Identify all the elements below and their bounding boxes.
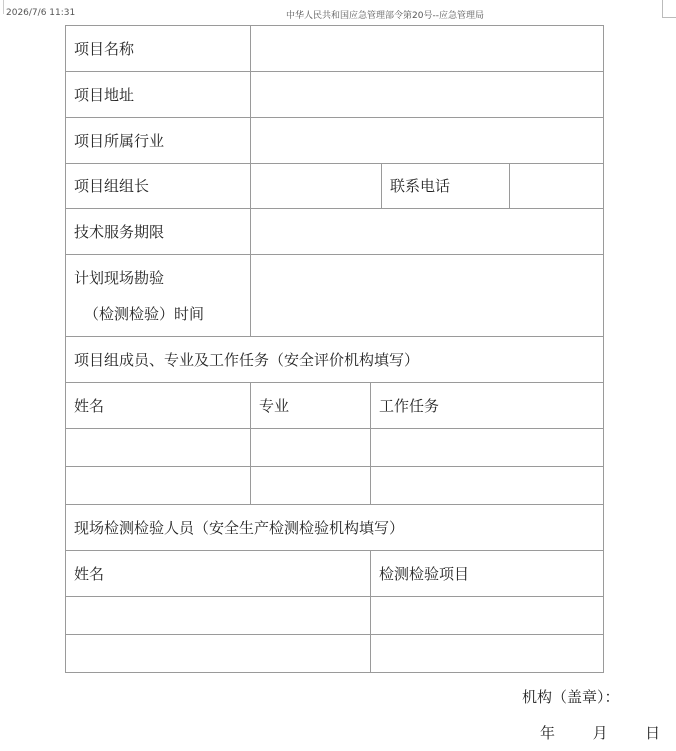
- sign-date: [540, 722, 660, 743]
- value-project-name[interactable]: [251, 26, 603, 72]
- inspectors-header-item: 检测检验项目: [371, 551, 603, 597]
- members-header-specialty: 专业: [251, 383, 371, 429]
- members-row2-task[interactable]: [371, 467, 603, 505]
- label-service-period: 技术服务期限: [66, 209, 251, 255]
- date-day-label: 日: [645, 724, 661, 742]
- page-edge-mark: [0, 0, 4, 14]
- label-team-leader: 项目组组长: [66, 164, 251, 209]
- label-inspection-time-line1: 计划现场勘验: [74, 268, 165, 287]
- label-project-industry: 项目所属行业: [66, 118, 251, 164]
- label-inspection-time: [66, 255, 251, 337]
- label-project-address: 项目地址: [66, 72, 251, 118]
- inspectors-row1-item[interactable]: [371, 597, 603, 635]
- members-section-title: 项目组成员、专业及工作任务（安全评价机构填写）: [66, 337, 603, 383]
- members-row1-task[interactable]: [371, 429, 603, 467]
- inspectors-row2-name[interactable]: [66, 635, 371, 672]
- inspectors-header-name: 姓名: [66, 551, 371, 597]
- members-header-name: 姓名: [66, 383, 251, 429]
- value-team-leader[interactable]: [251, 164, 382, 209]
- print-datetime: 2026/7/6 11:31: [6, 8, 76, 18]
- members-row1-specialty[interactable]: [251, 429, 371, 467]
- members-row1-name[interactable]: [66, 429, 251, 467]
- date-month-label: 月: [592, 724, 608, 742]
- members-header-task: 工作任务: [371, 383, 603, 429]
- inspectors-row1-name[interactable]: [66, 597, 371, 635]
- value-service-period[interactable]: [251, 209, 603, 255]
- label-contact-phone: 联系电话: [382, 164, 510, 209]
- value-project-industry[interactable]: [251, 118, 603, 164]
- date-year-label: 年: [540, 724, 556, 742]
- label-inspection-time-line2: （检测检验）时间: [84, 304, 205, 323]
- org-stamp-label: 机构（盖章）：: [522, 688, 620, 706]
- value-project-address[interactable]: [251, 72, 603, 118]
- project-info-form: [65, 25, 604, 673]
- inspectors-row2-item[interactable]: [371, 635, 603, 672]
- page-corner-mark: [662, 0, 676, 18]
- label-project-name: 项目名称: [66, 26, 251, 72]
- members-row2-specialty[interactable]: [251, 467, 371, 505]
- value-inspection-time[interactable]: [251, 255, 603, 337]
- print-header-title: 中华人民共和国应急管理部令第20号--应急管理局: [286, 11, 484, 21]
- inspectors-section-title: 现场检测检验人员（安全生产检测检验机构填写）: [66, 505, 603, 551]
- members-row2-name[interactable]: [66, 467, 251, 505]
- value-contact-phone[interactable]: [510, 164, 603, 209]
